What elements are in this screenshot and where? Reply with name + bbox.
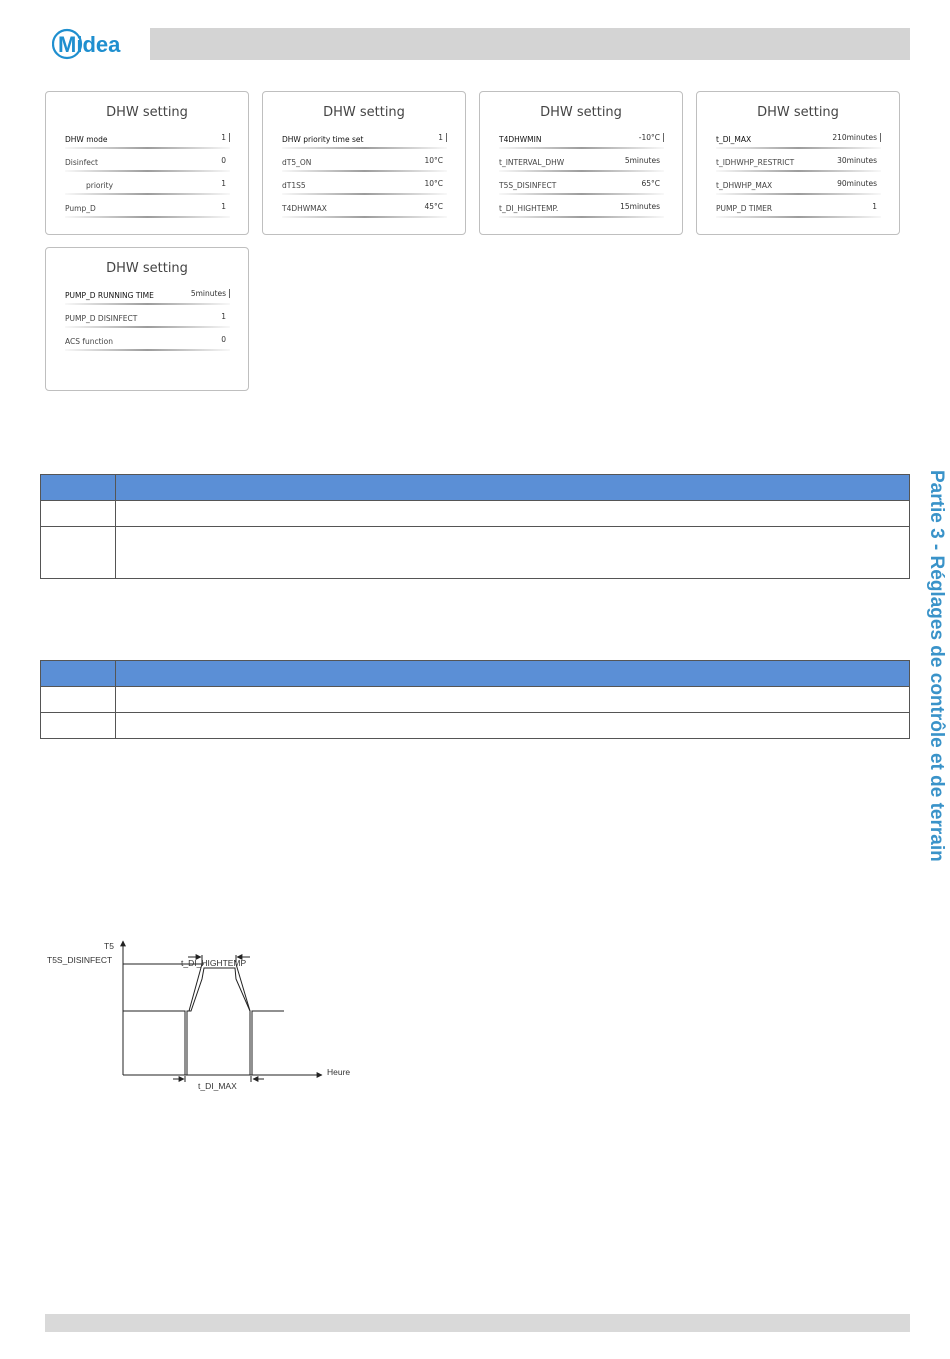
setting-row-pump-d-running-time[interactable] [65,291,230,311]
setting-label: t_INTERVAL_DHW [499,158,565,167]
setting-value: 1 [221,133,230,142]
max-label: t_DI_MAX [198,1081,237,1091]
setting-label: dT1S5 [282,181,306,190]
dhw-setting-card-3 [479,91,683,235]
row-divider [282,193,447,195]
row-divider [65,349,230,351]
row-divider [282,216,447,218]
setting-label: t_DHWHP_MAX [716,181,773,190]
setting-label: DHW priority time set [282,135,364,144]
setting-row-t-di-max[interactable] [716,135,881,155]
row-divider [499,147,664,149]
setting-value: 30minutes [837,156,877,165]
row-divider [716,170,881,172]
row-divider [65,303,230,305]
setting-label: DHW mode [65,135,108,144]
table-cell [116,713,910,739]
setting-label: Disinfect [65,158,98,167]
setting-row-priority[interactable] [65,181,230,201]
table-row [41,501,910,527]
dhw-setting-card-5 [45,247,249,391]
row-divider [499,193,664,195]
card-title: DHW setting [323,105,405,120]
parameter-table-1 [40,474,910,579]
x-axis-label: Heure [327,1067,351,1077]
row-divider [716,193,881,195]
setting-value: 0 [221,335,226,344]
setting-value: 65°C [641,179,660,188]
card-title: DHW setting [540,105,622,120]
setting-value: 10°C [424,156,443,165]
setting-row-acs-function[interactable] [65,337,230,357]
table-cell [116,501,910,527]
setting-label: ACS function [65,337,114,346]
row-divider [65,147,230,149]
setting-row-t4dhwmin[interactable] [499,135,664,155]
setting-row-t4dhwmax[interactable] [282,204,447,224]
setting-value: 90minutes [837,179,877,188]
setting-row-dhw-priority-time-set[interactable] [282,135,447,155]
row-divider [282,147,447,149]
dhw-setting-card-2 [262,91,466,235]
row-divider [65,216,230,218]
setting-value: 5minutes [624,156,660,165]
setting-label: t_IDHWHP_RESTRICT [716,158,795,167]
midea-logo [52,24,142,64]
row-divider [499,216,664,218]
setting-row-disinfect[interactable] [65,158,230,178]
footer-bar [45,1314,910,1332]
disinfect-timing-diagram [40,935,370,1100]
row-divider [716,147,881,149]
setting-row-pump-d[interactable] [65,204,230,224]
setting-label: PUMP_D DISINFECT [65,314,138,323]
card-title: DHW setting [106,105,188,120]
setting-row-dt1s5[interactable] [282,181,447,201]
setting-value: 1 [221,179,226,188]
hightemp-label: t_DI_HIGHTEMP [181,958,247,968]
setting-label: t_DI_HIGHTEMP. [499,204,559,213]
table-cell [116,687,910,713]
table-header-row [41,475,910,501]
setting-value: 0 [221,156,226,165]
setting-value: 1 [221,202,226,211]
setting-value: 45°C [424,202,443,211]
table-header-cell [41,661,116,687]
setting-value: 1 [221,312,226,321]
section-side-title [922,470,950,930]
row-divider [65,326,230,328]
table-row [41,713,910,739]
ramp-down-line [236,964,250,1011]
row-divider [716,216,881,218]
row-divider [65,170,230,172]
setting-value: -10°C [639,133,664,142]
setting-label: Pump_D [65,204,96,213]
table-cell [41,501,116,527]
table-header-cell [116,661,910,687]
setting-row-t5s-disinfect[interactable] [499,181,664,201]
table-cell [41,527,116,579]
setting-label: T5S_DISINFECT [499,181,557,190]
row-divider [499,170,664,172]
setting-label: dT5_ON [282,158,312,167]
setting-row-t-interval-dhw[interactable] [499,158,664,178]
side-title-text: Partie 3 - Réglages de contrôle et de terrain [926,470,947,862]
setting-row-pump-d-timer[interactable] [716,204,881,224]
card-title: DHW setting [757,105,839,120]
temperature-curve [123,968,284,1075]
svg-text:Midea: Midea [58,32,121,57]
setting-value: 1 [438,133,447,142]
row-divider [282,170,447,172]
table-header-row [41,661,910,687]
table-header-cell [116,475,910,501]
row-divider [65,193,230,195]
setting-value: 10°C [424,179,443,188]
setting-value: 5minutes [191,289,230,298]
setting-row-t-idhwhp-restrict[interactable] [716,158,881,178]
table-cell [41,687,116,713]
setting-row-t-dhwhp-max[interactable] [716,181,881,201]
setting-label: T4DHWMAX [282,204,327,213]
y-axis-label: T5 [104,941,114,951]
t5s-disinfect-label: T5S_DISINFECT [47,955,113,965]
ramp-up-line [189,964,202,1011]
setting-label: T4DHWMIN [499,135,542,144]
setting-label: PUMP_D TIMER [716,204,773,213]
table-row [41,687,910,713]
setting-row-dhw-mode[interactable] [65,135,230,155]
setting-row-pump-d-disinfect[interactable] [65,314,230,334]
table-cell [41,713,116,739]
dhw-setting-card-1 [45,91,249,235]
setting-value: 210minutes [832,133,881,142]
dhw-setting-card-4 [696,91,900,235]
setting-value: 1 [872,202,877,211]
setting-row-t-di-hightemp[interactable] [499,204,664,224]
card-title: DHW setting [106,261,188,276]
setting-label: t_DI_MAX [716,135,752,144]
table-cell [116,527,910,579]
table-header-cell [41,475,116,501]
setting-label: priority [86,181,114,190]
setting-value: 15minutes [620,202,660,211]
setting-row-dt5-on[interactable] [282,158,447,178]
table-row [41,527,910,579]
parameter-table-2 [40,660,910,739]
setting-label: PUMP_D RUNNING TIME [65,291,154,300]
header-bar [150,28,910,60]
